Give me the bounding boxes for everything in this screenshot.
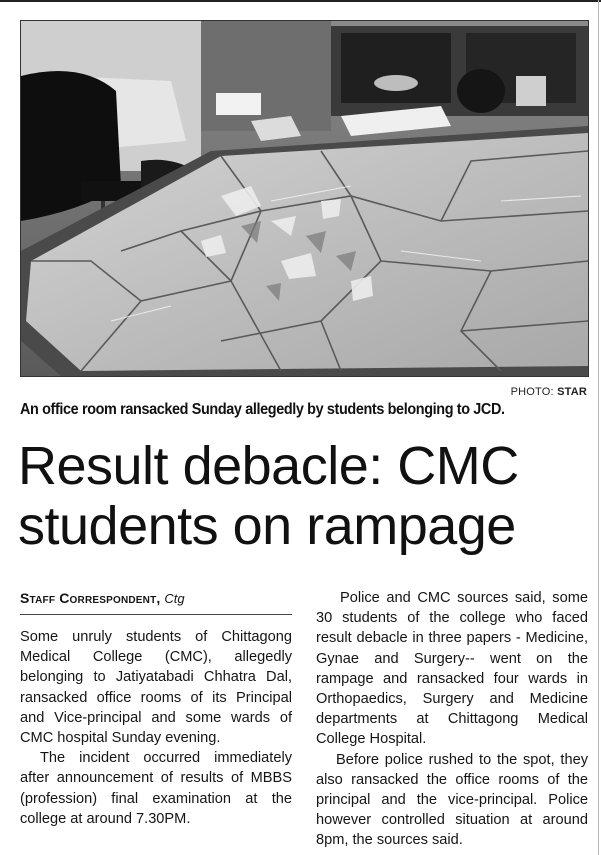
byline-place: Ctg xyxy=(164,591,185,606)
article-paragraph: Some unruly students of Chittagong Medical College (CMC), allegedly belonging to Jatiyatabadi Chhatra Dal, ransacked office rooms of its Principal and Vice-principal and some wards of CMC hospital Sunday evening. xyxy=(20,629,292,747)
top-rule xyxy=(0,0,601,2)
photo-credit-label: PHOTO: xyxy=(510,386,554,398)
headline-line-2: students on rampage xyxy=(18,496,516,556)
column-rule xyxy=(598,0,599,855)
photo-caption: An office room ransacked Sunday allegedly by students belonging to JCD. xyxy=(20,401,505,418)
article-column-right xyxy=(316,588,588,851)
photo-credit-source: STAR xyxy=(557,386,587,398)
byline-author: Staff Correspondent, xyxy=(20,590,161,606)
article-paragraph: Before police rushed to the spot, they also ransacked the office rooms of the principal and the vice-principal. Police however controlled situation at around 8pm, the sources said. xyxy=(316,751,588,849)
article-paragraph: The incident occurred immediately after announcement of results of MBBS (profession) final examination at the college at around 7.30PM. xyxy=(20,750,292,827)
headline xyxy=(18,436,588,556)
photo-credit xyxy=(511,386,587,398)
news-photo xyxy=(20,20,589,377)
headline-line-1: Result debacle: CMC xyxy=(18,436,519,496)
article-paragraph: Police and CMC sources said, some 30 students of the college who faced result debacle in three papers - Medicine, Gynae and Surgery-- went on the rampage and ransacked four wards in Orthopaedics, Surgery and Medicine departments at Chittagong Medical College Hospital. xyxy=(316,590,588,748)
article-column-left xyxy=(20,588,292,829)
byline-divider xyxy=(20,614,292,615)
byline xyxy=(20,588,292,609)
